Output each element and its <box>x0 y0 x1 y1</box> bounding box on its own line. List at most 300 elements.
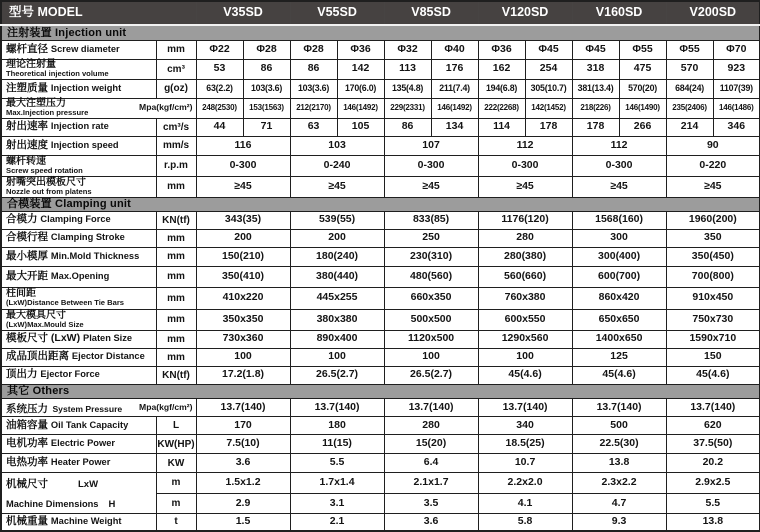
spec-row-machine-dimensions-lxw <box>1 473 760 494</box>
spec-value-cell: 6.4 <box>384 454 478 473</box>
spec-value-cell: 13.7(140) <box>196 398 290 417</box>
label-cn: 最大模具尺寸 <box>6 309 66 321</box>
spec-unit-cell: m <box>156 493 196 514</box>
spec-value-cell: 146(1492) <box>337 98 384 118</box>
label-cn: 射出速度 <box>6 138 48 151</box>
spec-value-cell: 1.7x1.4 <box>290 473 384 494</box>
spec-value-cell: 300 <box>572 229 666 247</box>
spec-value-cell: 600x550 <box>478 309 572 330</box>
spec-row-label <box>1 59 156 79</box>
spec-value-cell: 1568(160) <box>572 211 666 229</box>
label-en: Clamping Force <box>40 214 111 225</box>
spec-value-cell: 153(1563) <box>243 98 290 118</box>
spec-value-cell: 280 <box>478 229 572 247</box>
spec-unit-cell: mm/s <box>156 136 196 155</box>
spec-value-cell: 248(2530) <box>196 98 243 118</box>
label-en: Injection weight <box>50 82 122 93</box>
spec-value-cell: 4.1 <box>478 493 572 514</box>
label-cn: 螺杆转速 <box>6 155 46 167</box>
spec-row-label <box>1 366 156 384</box>
spec-unit-cell: KW(HP) <box>156 435 196 454</box>
spec-value-cell: 13.7(140) <box>290 398 384 417</box>
spec-value-cell: 230(310) <box>384 247 478 266</box>
spec-value-cell: 112 <box>572 136 666 155</box>
spec-value-cell: 923 <box>713 59 760 79</box>
spec-value-cell: 1.5 <box>196 514 290 531</box>
spec-row-ejector-distance <box>1 348 760 366</box>
spec-value-cell: 305(10.7) <box>525 79 572 98</box>
spec-value-cell: Φ28 <box>290 40 337 59</box>
spec-row-clamping-force <box>1 211 760 229</box>
spec-unit-cell: r.p.m <box>156 155 196 176</box>
spec-row-screw-diameter <box>1 40 760 59</box>
spec-value-cell: 1590x710 <box>666 330 760 348</box>
label-cn: 电机功率 <box>6 437 48 450</box>
spec-value-cell: 45(4.6) <box>572 366 666 384</box>
spec-unit-text: Mpa(kgf/cm²) <box>139 102 193 113</box>
spec-value-cell: 350 <box>666 229 760 247</box>
spec-value-cell: Φ55 <box>666 40 713 59</box>
spec-value-cell: 1176(120) <box>478 211 572 229</box>
spec-value-cell: ≥45 <box>478 176 572 197</box>
label-cn: 最大开距 <box>6 269 48 282</box>
spec-value-cell: 146(1492) <box>431 98 478 118</box>
model-header-v35sd: V35SD <box>196 1 290 25</box>
spec-value-cell: 63 <box>290 118 337 136</box>
spec-value-cell: 760x380 <box>478 287 572 309</box>
spec-value-cell: 346 <box>713 118 760 136</box>
spec-unit-cell: L <box>156 417 196 435</box>
spec-value-cell: Φ70 <box>713 40 760 59</box>
spec-value-cell: 254 <box>525 59 572 79</box>
label-en: Min.Mold Thickness <box>50 250 140 261</box>
spec-unit-cell: g(oz) <box>156 79 196 98</box>
spec-value-cell: 250 <box>384 229 478 247</box>
label-cn: 理论注射量 <box>6 59 56 71</box>
spec-row-label <box>1 348 156 366</box>
spec-row-label <box>1 266 156 287</box>
spec-value-cell: 113 <box>384 59 431 79</box>
spec-row-label <box>1 330 156 348</box>
section-header-injection-unit: 注射装置 Injection unit <box>1 25 760 40</box>
spec-value-cell: 146(1490) <box>619 98 666 118</box>
spec-value-cell: Φ36 <box>478 40 525 59</box>
section-row <box>1 25 760 40</box>
spec-value-cell: 890x400 <box>290 330 384 348</box>
label-cn: 机械尺寸 <box>6 478 48 491</box>
spec-row-max-mould-size <box>1 309 760 330</box>
spec-value-cell: 11(15) <box>290 435 384 454</box>
spec-value-cell: 350(410) <box>196 266 290 287</box>
label-en: Theoretical injection volume <box>6 69 109 79</box>
spec-row-label <box>1 287 156 309</box>
spec-value-cell: 343(35) <box>196 211 290 229</box>
spec-value-cell: 560(660) <box>478 266 572 287</box>
spec-value-cell: 1120x500 <box>384 330 478 348</box>
spec-value-cell: 86 <box>290 59 337 79</box>
spec-value-cell: 0-300 <box>572 155 666 176</box>
spec-value-cell: 5.5 <box>290 454 384 473</box>
model-header-v200sd: V200SD <box>666 1 760 25</box>
spec-value-cell: 86 <box>384 118 431 136</box>
spec-row-label <box>1 176 156 197</box>
spec-row-injection-speed <box>1 136 760 155</box>
spec-value-cell: 170(6.0) <box>337 79 384 98</box>
label-cn: 油箱容量 <box>6 418 48 431</box>
spec-unit-cell: mm <box>156 287 196 309</box>
spec-row-label <box>1 417 156 435</box>
label-en: Nozzle out from platens <box>6 186 92 196</box>
spec-value-cell: 730x360 <box>196 330 290 348</box>
label-en: Max.Injection pressure <box>6 108 89 118</box>
spec-value-cell: 539(55) <box>290 211 384 229</box>
spec-value-cell: 13.7(140) <box>666 398 760 417</box>
spec-value-cell: 684(24) <box>666 79 713 98</box>
spec-value-cell: 100 <box>384 348 478 366</box>
spec-row-label-machine-dimensions <box>1 473 156 514</box>
spec-value-cell: Φ40 <box>431 40 478 59</box>
spec-row-label <box>1 211 156 229</box>
spec-value-cell: 350(450) <box>666 247 760 266</box>
section-row <box>1 197 760 211</box>
model-header-v55sd: V55SD <box>290 1 384 25</box>
spec-value-cell: 26.5(2.7) <box>384 366 478 384</box>
label-en: Oil Tank Capacity <box>50 419 129 430</box>
spec-value-cell: 107 <box>384 136 478 155</box>
spec-row-platen-size <box>1 330 760 348</box>
spec-value-cell: 300(400) <box>572 247 666 266</box>
spec-row-label <box>1 136 156 155</box>
spec-value-cell: 86 <box>243 59 290 79</box>
spec-value-cell: 380(440) <box>290 266 384 287</box>
spec-value-cell: 700(800) <box>666 266 760 287</box>
spec-unit-cell: t <box>156 514 196 531</box>
label-cn: 电热功率 <box>6 456 48 469</box>
spec-value-cell: 660x350 <box>384 287 478 309</box>
label-cn: 最小模厚 <box>6 249 48 262</box>
spec-value-cell: 53 <box>196 59 243 79</box>
spec-value-cell: 229(2331) <box>384 98 431 118</box>
label-cn: 柱间距 <box>6 288 36 300</box>
spec-value-cell: 318 <box>572 59 619 79</box>
spec-row-label <box>1 40 156 59</box>
spec-value-cell: 0-300 <box>384 155 478 176</box>
label-cn: 螺杆直径 <box>6 42 48 55</box>
label-cn: 合模力 <box>6 213 38 226</box>
spec-value-cell: 125 <box>572 348 666 366</box>
spec-value-cell: 200 <box>196 229 290 247</box>
spec-row-clamping-stroke <box>1 229 760 247</box>
label-en: Machine Dimensions <box>6 499 99 510</box>
spec-value-cell: 170 <box>196 417 290 435</box>
spec-value-cell: 103 <box>290 136 384 155</box>
section-header-others: 其它 Others <box>1 384 760 398</box>
spec-value-cell: 1107(39) <box>713 79 760 98</box>
spec-value-cell: 0-300 <box>478 155 572 176</box>
spec-value-cell: 146(1486) <box>713 98 760 118</box>
spec-value-cell: 10.7 <box>478 454 572 473</box>
spec-value-cell: ≥45 <box>572 176 666 197</box>
label-en: Heater Power <box>50 457 111 468</box>
model-header-v160sd: V160SD <box>572 1 666 25</box>
spec-value-cell: 142 <box>337 59 384 79</box>
spec-value-cell: Φ22 <box>196 40 243 59</box>
label-dim-lxw: LxW <box>78 479 99 491</box>
spec-value-cell: 280(380) <box>478 247 572 266</box>
spec-value-cell: 600(700) <box>572 266 666 287</box>
model-label-header: 型号 MODEL <box>1 1 196 25</box>
spec-value-cell: 114 <box>478 118 525 136</box>
spec-row-screw-speed <box>1 155 760 176</box>
spec-value-cell: 1960(200) <box>666 211 760 229</box>
label-cn: 系统压力 <box>6 402 48 415</box>
spec-value-cell: 134 <box>431 118 478 136</box>
spec-value-cell: 100 <box>290 348 384 366</box>
label-en: Injection speed <box>50 139 119 150</box>
label-en: Screw diameter <box>50 43 120 54</box>
spec-row-system-pressure <box>1 398 760 417</box>
spec-value-cell: 116 <box>196 136 290 155</box>
spec-value-cell: 500 <box>572 417 666 435</box>
spec-unit-cell: mm <box>156 348 196 366</box>
spec-value-cell: 162 <box>478 59 525 79</box>
spec-value-cell: 1290x560 <box>478 330 572 348</box>
spec-value-cell: 860x420 <box>572 287 666 309</box>
spec-value-cell: 3.5 <box>384 493 478 514</box>
spec-value-cell: 15(20) <box>384 435 478 454</box>
spec-value-cell: 3.6 <box>384 514 478 531</box>
spec-row-label <box>1 229 156 247</box>
spec-unit-cell: mm <box>156 229 196 247</box>
spec-value-cell: 280 <box>384 417 478 435</box>
spec-value-cell: 2.1x1.7 <box>384 473 478 494</box>
spec-value-cell: 2.9 <box>196 493 290 514</box>
label-dim-h: H <box>108 499 116 511</box>
spec-value-cell: 5.8 <box>478 514 572 531</box>
spec-unit-cell: KW <box>156 454 196 473</box>
spec-value-cell: 13.8 <box>572 454 666 473</box>
spec-value-cell: Φ45 <box>572 40 619 59</box>
spec-value-cell: 410x220 <box>196 287 290 309</box>
spec-value-cell: 235(2406) <box>666 98 713 118</box>
spec-value-cell: 22.5(30) <box>572 435 666 454</box>
spec-row-label <box>1 155 156 176</box>
spec-row-label <box>1 435 156 454</box>
spec-row-label <box>1 309 156 330</box>
label-en: (LxW)Distance Between Tie Bars <box>6 298 125 308</box>
spec-unit-cell: mm <box>156 266 196 287</box>
spec-unit-cell: mm <box>156 176 196 197</box>
spec-value-cell: 105 <box>337 118 384 136</box>
spec-value-cell: Φ28 <box>243 40 290 59</box>
spec-value-cell: 1400x650 <box>572 330 666 348</box>
spec-value-cell: Φ45 <box>525 40 572 59</box>
label-en: Electric Power <box>50 438 115 449</box>
label-en: Ejector Distance <box>71 351 145 362</box>
model-header-v85sd: V85SD <box>384 1 478 25</box>
spec-value-cell: 194(6.8) <box>478 79 525 98</box>
spec-value-cell: 135(4.8) <box>384 79 431 98</box>
spec-value-cell: 222(2268) <box>478 98 525 118</box>
spec-value-cell: 212(2170) <box>290 98 337 118</box>
spec-value-cell: 13.7(140) <box>384 398 478 417</box>
spec-value-cell: 3.1 <box>290 493 384 514</box>
spec-value-cell: 570(20) <box>619 79 666 98</box>
spec-value-cell: 0-240 <box>290 155 384 176</box>
spec-row-label <box>1 514 156 531</box>
spec-value-cell: ≥45 <box>290 176 384 197</box>
spec-value-cell: 750x730 <box>666 309 760 330</box>
label-cn: 射嘴突出模板尺寸 <box>6 176 86 188</box>
label-en: (LxW)Max.Mould Size <box>6 319 84 329</box>
spec-value-cell: 20.2 <box>666 454 760 473</box>
label-cn: 机械重量 <box>6 515 48 528</box>
spec-value-cell: 142(1452) <box>525 98 572 118</box>
spec-row-tie-bar-distance <box>1 287 760 309</box>
label-en: Platen Size <box>83 333 133 344</box>
spec-value-cell: 7.5(10) <box>196 435 290 454</box>
spec-value-cell: 0-220 <box>666 155 760 176</box>
label-cn: 合模行程 <box>6 231 48 244</box>
spec-value-cell: 200 <box>290 229 384 247</box>
label-en: Injection rate <box>50 121 109 132</box>
spec-value-cell: 570 <box>666 59 713 79</box>
spec-value-cell: 0-300 <box>196 155 290 176</box>
spec-row-oil-tank-capacity <box>1 417 760 435</box>
spec-unit-cell: KN(tf) <box>156 366 196 384</box>
spec-value-cell: 26.5(2.7) <box>290 366 384 384</box>
spec-value-cell: 266 <box>619 118 666 136</box>
spec-row-label <box>1 118 156 136</box>
spec-row-label <box>1 98 196 118</box>
spec-value-cell: 13.7(140) <box>572 398 666 417</box>
table-header-row <box>1 1 760 25</box>
spec-value-cell: 63(2.2) <box>196 79 243 98</box>
label-en: Screw speed rotation <box>6 165 83 175</box>
spec-value-cell: 100 <box>478 348 572 366</box>
spec-row-max-injection-pressure <box>1 98 760 118</box>
spec-row-label <box>1 247 156 266</box>
spec-unit-cell: KN(tf) <box>156 211 196 229</box>
spec-value-cell: 2.1 <box>290 514 384 531</box>
spec-value-cell: 71 <box>243 118 290 136</box>
spec-value-cell: 500x500 <box>384 309 478 330</box>
spec-row-label <box>1 79 156 98</box>
spec-unit-text: Mpa(kgf/cm²) <box>139 401 193 412</box>
spec-value-cell: 45(4.6) <box>478 366 572 384</box>
section-header-clamping-unit: 合模装置 Clamping unit <box>1 197 760 211</box>
spec-value-cell: 4.7 <box>572 493 666 514</box>
spec-value-cell: Φ36 <box>337 40 384 59</box>
spec-value-cell: 178 <box>572 118 619 136</box>
spec-row-label <box>1 398 196 417</box>
spec-row-heater-power <box>1 454 760 473</box>
section-row <box>1 384 760 398</box>
spec-value-cell: 90 <box>666 136 760 155</box>
spec-value-cell: 180 <box>290 417 384 435</box>
spec-value-cell: 100 <box>196 348 290 366</box>
spec-value-cell: 381(13.4) <box>572 79 619 98</box>
spec-value-cell: 5.5 <box>666 493 760 514</box>
spec-unit-cell: mm <box>156 40 196 59</box>
spec-value-cell: 2.9x2.5 <box>666 473 760 494</box>
label-en: Ejector Force <box>40 369 100 380</box>
spec-value-cell: 18.5(25) <box>478 435 572 454</box>
spec-value-cell: 37.5(50) <box>666 435 760 454</box>
spec-value-cell: 475 <box>619 59 666 79</box>
spec-value-cell: 150(210) <box>196 247 290 266</box>
spec-value-cell: 480(560) <box>384 266 478 287</box>
spec-value-cell: Φ55 <box>619 40 666 59</box>
spec-value-cell: 350x350 <box>196 309 290 330</box>
label-cn: 注塑质量 <box>6 81 48 94</box>
label-cn: 最大注塑压力 <box>6 98 66 110</box>
spec-value-cell: 1.5x1.2 <box>196 473 290 494</box>
label-en: Clamping Stroke <box>50 232 125 243</box>
spec-value-cell: 2.2x2.0 <box>478 473 572 494</box>
spec-row-machine-weight <box>1 514 760 531</box>
spec-unit-cell: mm <box>156 309 196 330</box>
spec-value-cell: 112 <box>478 136 572 155</box>
spec-value-cell: Φ32 <box>384 40 431 59</box>
spec-value-cell: 3.6 <box>196 454 290 473</box>
spec-value-cell: 620 <box>666 417 760 435</box>
spec-value-cell: 445x255 <box>290 287 384 309</box>
spec-row-injection-volume <box>1 59 760 79</box>
label-en: Machine Weight <box>50 516 122 527</box>
label-cn: 射出速率 <box>6 120 48 133</box>
spec-value-cell: 833(85) <box>384 211 478 229</box>
spec-value-cell: 17.2(1.8) <box>196 366 290 384</box>
spec-value-cell: 211(7.4) <box>431 79 478 98</box>
spec-value-cell: 13.7(140) <box>478 398 572 417</box>
spec-row-ejector-force <box>1 366 760 384</box>
label-cn: 顶出力 <box>6 368 38 381</box>
spec-value-cell: 180(240) <box>290 247 384 266</box>
label-en: System Pressure <box>52 403 123 414</box>
label-en: Max.Opening <box>50 270 110 281</box>
spec-value-cell: 380x380 <box>290 309 384 330</box>
spec-value-cell: 103(3.6) <box>243 79 290 98</box>
label-cn: 成品顶出距离 <box>6 350 69 363</box>
spec-value-cell: 150 <box>666 348 760 366</box>
spec-value-cell: 910x450 <box>666 287 760 309</box>
spec-unit-cell: m <box>156 473 196 494</box>
spec-unit-cell: cm³ <box>156 59 196 79</box>
spec-value-cell: 340 <box>478 417 572 435</box>
spec-value-cell: 176 <box>431 59 478 79</box>
spec-value-cell: 218(226) <box>572 98 619 118</box>
spec-row-max-opening <box>1 266 760 287</box>
spec-row-nozzle-out <box>1 176 760 197</box>
spec-value-cell: ≥45 <box>384 176 478 197</box>
spec-value-cell: ≥45 <box>196 176 290 197</box>
spec-value-cell: 2.3x2.2 <box>572 473 666 494</box>
spec-value-cell: ≥45 <box>666 176 760 197</box>
spec-value-cell: 45(4.6) <box>666 366 760 384</box>
model-header-v120sd: V120SD <box>478 1 572 25</box>
spec-unit-cell: mm <box>156 330 196 348</box>
spec-value-cell: 178 <box>525 118 572 136</box>
spec-row-electric-power <box>1 435 760 454</box>
spec-row-injection-weight <box>1 79 760 98</box>
spec-row-injection-rate <box>1 118 760 136</box>
spec-unit-cell: cm³/s <box>156 118 196 136</box>
spec-unit-cell: mm <box>156 247 196 266</box>
spec-value-cell: 9.3 <box>572 514 666 531</box>
spec-value-cell: 650x650 <box>572 309 666 330</box>
spec-row-label <box>1 454 156 473</box>
